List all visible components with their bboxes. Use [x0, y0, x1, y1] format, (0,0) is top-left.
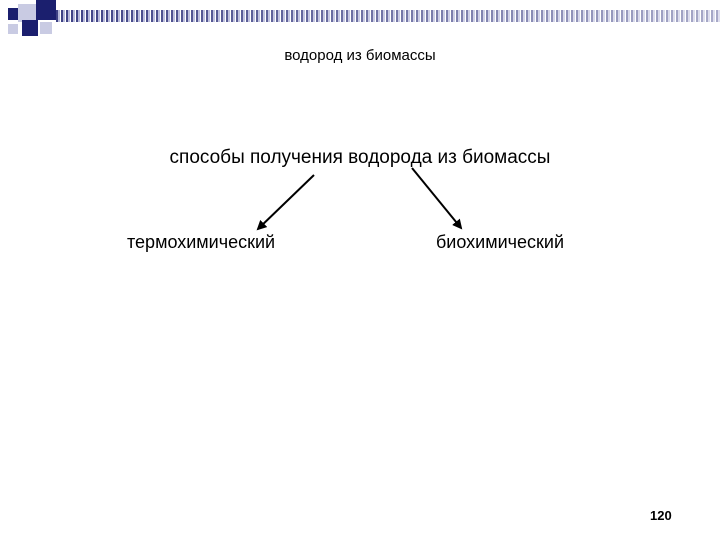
diagram-branch-biochemical: биохимический: [436, 232, 565, 252]
arrow-left: [258, 175, 314, 229]
diagram-root-label: способы получения водорода из биомассы: [169, 147, 551, 168]
arrow-right: [412, 168, 461, 228]
slide-title: водород из биомассы: [284, 47, 436, 64]
page-number: 120: [650, 508, 672, 523]
diagram-branch-thermochemical: термохимический: [127, 232, 276, 252]
